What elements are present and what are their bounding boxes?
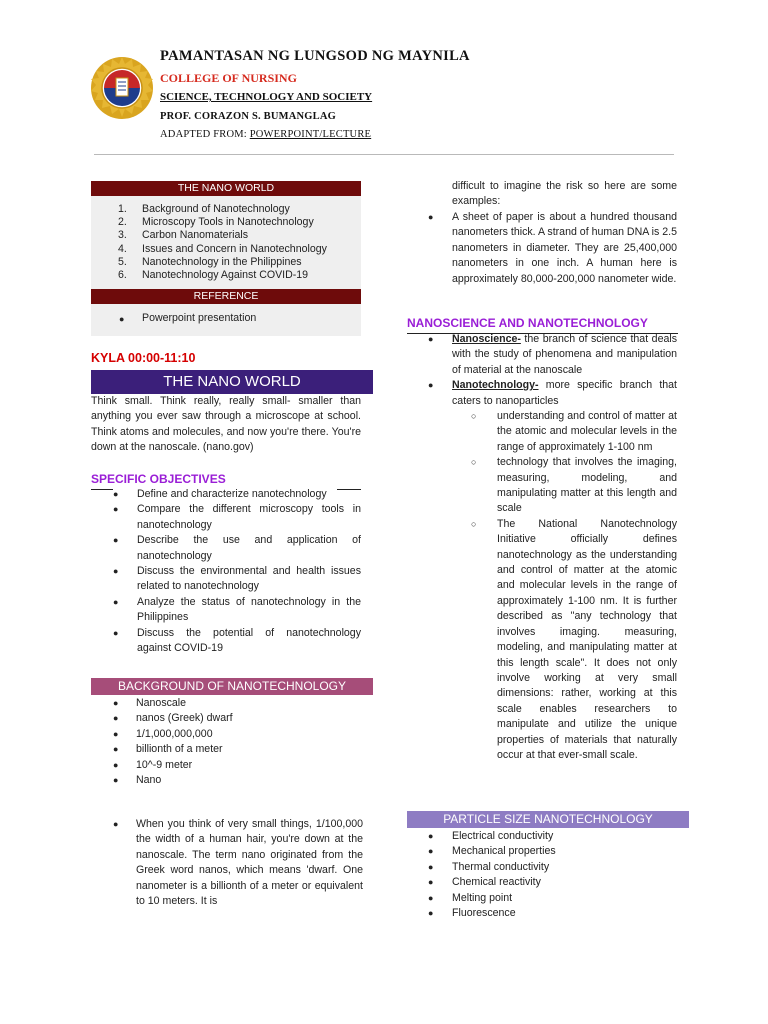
bullet-icon: ● (113, 535, 119, 546)
bullet-icon: ● (113, 775, 119, 786)
particle-item: ● Melting point (428, 891, 677, 906)
objective-item: ● Analyze the status of nanotechnology in the Philippines (113, 595, 361, 624)
background-item: ● Nano (113, 773, 363, 788)
bullet-icon: ● (428, 861, 434, 872)
reference-title-bar: REFERENCE (91, 289, 361, 304)
particle-item: ● Chemical reactivity (428, 875, 677, 890)
circle-bullet-icon: ○ (471, 411, 477, 421)
outline-item: 6. Nanotechnology Against COVID-19 (118, 269, 309, 282)
continued-text: difficult to imagine the risk so here are some examples: (452, 180, 677, 208)
college-name: COLLEGE OF NURSING (160, 71, 297, 85)
objectives-title: SPECIFIC OBJECTIVES (91, 472, 226, 486)
nanotech-subitem: ○ The National Nanotechnology Initiative officially defines nanotechnology as the understanding and control of matter at the atomic and molecular levels in the range of approximately 1-100 nm. It is further described as "any technology that involves imaging. measuring, modeling, and manipulating matter at this length scale". It does not only involve working at very small dimensions: rather, working at this scale enables researchers to manipulate and utilize the unique properties of materials that naturally occur at that ever-small scale. (471, 517, 677, 761)
background-item: ● nanos (Greek) dwarf (113, 711, 363, 726)
university-seal-logo (90, 56, 154, 120)
particle-list (428, 829, 677, 921)
bullet-icon: ● (119, 314, 125, 324)
bullet-icon: ● (428, 846, 434, 857)
particle-item: ● Mechanical properties (428, 844, 677, 859)
particle-size-banner: PARTICLE SIZE NANOTECHNOLOGY (407, 811, 689, 828)
background-item: ● 10^-9 meter (113, 758, 363, 773)
professor-name: PROF. CORAZON S. BUMANGLAG (160, 111, 337, 122)
nano-world-title: THE NANO WORLD (91, 370, 373, 394)
bullet-icon: ● (428, 380, 434, 391)
nanoscience-list (428, 332, 677, 409)
course-name: SCIENCE, TECHNOLOGY AND SOCIETY (160, 91, 373, 103)
outline-list (118, 203, 368, 282)
background-item: ● billionth of a meter (113, 742, 363, 757)
header-divider (94, 154, 674, 155)
particle-item: ● Thermal conductivity (428, 860, 677, 875)
bullet-icon: ● (428, 892, 434, 903)
bullet-icon: ● (113, 596, 119, 607)
outline-item: 4. Issues and Concern in Nanotechnology (118, 242, 327, 255)
background-list (113, 696, 363, 788)
objective-item: ● Compare the different microscopy tools in nanotechnology (113, 503, 361, 531)
particle-item: ● Electrical conductivity (428, 829, 677, 844)
sheet-item (428, 210, 677, 287)
background-item: ● Nanoscale (113, 696, 363, 711)
bullet-icon: ● (113, 566, 119, 577)
bullet-icon: ● (113, 627, 119, 638)
outline-item: 5. Nanotechnology in the Philippines (118, 255, 302, 268)
outline-item: 2. Microscopy Tools in Nanotechnology (118, 216, 314, 229)
bullet-icon: ● (113, 728, 119, 739)
circle-bullet-icon: ○ (471, 518, 477, 529)
nano-world-intro: Think small. Think really, really small- smaller than anything you ever saw through a microscope at school. Think atoms and molecules, and now you're there. You're down at the nanoscale. (nano.gov) (91, 395, 361, 454)
bullet-icon: ● (428, 212, 434, 222)
sheet-example: ● A sheet of paper is about a hundred thousand nanometers thick. A strand of human DNA is 2.5 nanometers in diameter. They are 25,400,000 nanometers in one inch. A human here is approximately 80,000-200,000 nanometer wide. (428, 211, 677, 285)
background-paragraph: ● When you think of very small things, 1/100,000 the width of a human hair, you're down at the nanoscale. The term nano originated from the Greek word nanos, which means 'dwarf. One nanometer is a billionth of a meter or equivalent to 10 meters. It is (113, 818, 363, 908)
adapted-from (160, 127, 371, 142)
nanotech-subitem: ○ understanding and control of matter at the atomic and molecular levels in the range of approximately 1-100 nm (471, 410, 677, 453)
particle-item: ● Fluorescence (428, 906, 677, 921)
outline-title-bar: THE NANO WORLD (91, 181, 361, 196)
background-banner: BACKGROUND OF NANOTECHNOLOGY (91, 678, 373, 695)
objective-item: ● Discuss the environmental and health issues related to nanotechnology (113, 565, 361, 593)
objective-item: ● Describe the use and application of nanotechnology (113, 534, 361, 562)
circle-bullet-icon: ○ (471, 457, 477, 468)
bullet-icon: ● (113, 713, 119, 724)
objectives-list (91, 487, 361, 656)
bullet-icon: ● (113, 759, 119, 770)
bullet-icon: ● (113, 819, 119, 829)
nanotech-sublist (471, 409, 677, 763)
bullet-icon: ● (428, 334, 434, 344)
background-item: ● 1/1,000,000,000 (113, 727, 363, 742)
adapted-prefix: ADAPTED FROM: (160, 129, 250, 140)
objective-item: ● Discuss the potential of nanotechnology against COVID-19 (113, 626, 361, 655)
bullet-icon: ● (113, 489, 119, 499)
adapted-source: POWERPOINT/LECTURE (249, 129, 372, 140)
bullet-icon: ● (113, 504, 119, 515)
bullet-icon: ● (113, 698, 119, 708)
background-paragraph-item (113, 817, 363, 909)
reference-item: Powerpoint presentation (142, 312, 257, 324)
bullet-icon: ● (428, 831, 434, 841)
objective-item: ● Define and characterize nanotechnology (91, 487, 361, 502)
bullet-icon: ● (113, 744, 119, 755)
outline-item: 3. Carbon Nanomaterials (118, 229, 248, 242)
outline-item: 1. Background of Nanotechnology (118, 203, 290, 215)
nanotech-item: ● Nanotechnology- more specific branch that caters to nanoparticles (428, 379, 677, 407)
nanoscience-title: NANOSCIENCE AND NANOTECHNOLOGY (407, 316, 648, 330)
university-name: PAMANTASAN NG LUNGSOD NG MAYNILA (160, 48, 470, 64)
bullet-icon: ● (428, 908, 434, 919)
nanoscience-item: ● Nanoscience- the branch of science that deals with the study of phenomena and manipulation of material at the nanoscale (428, 333, 677, 376)
nanotech-subitem: ○ technology that involves the imaging, measuring, modeling, and manipulating matter at this length and scale (471, 456, 677, 515)
kyla-timestamp: KYLA 00:00-11:10 (91, 351, 196, 365)
bullet-icon: ● (428, 877, 434, 888)
